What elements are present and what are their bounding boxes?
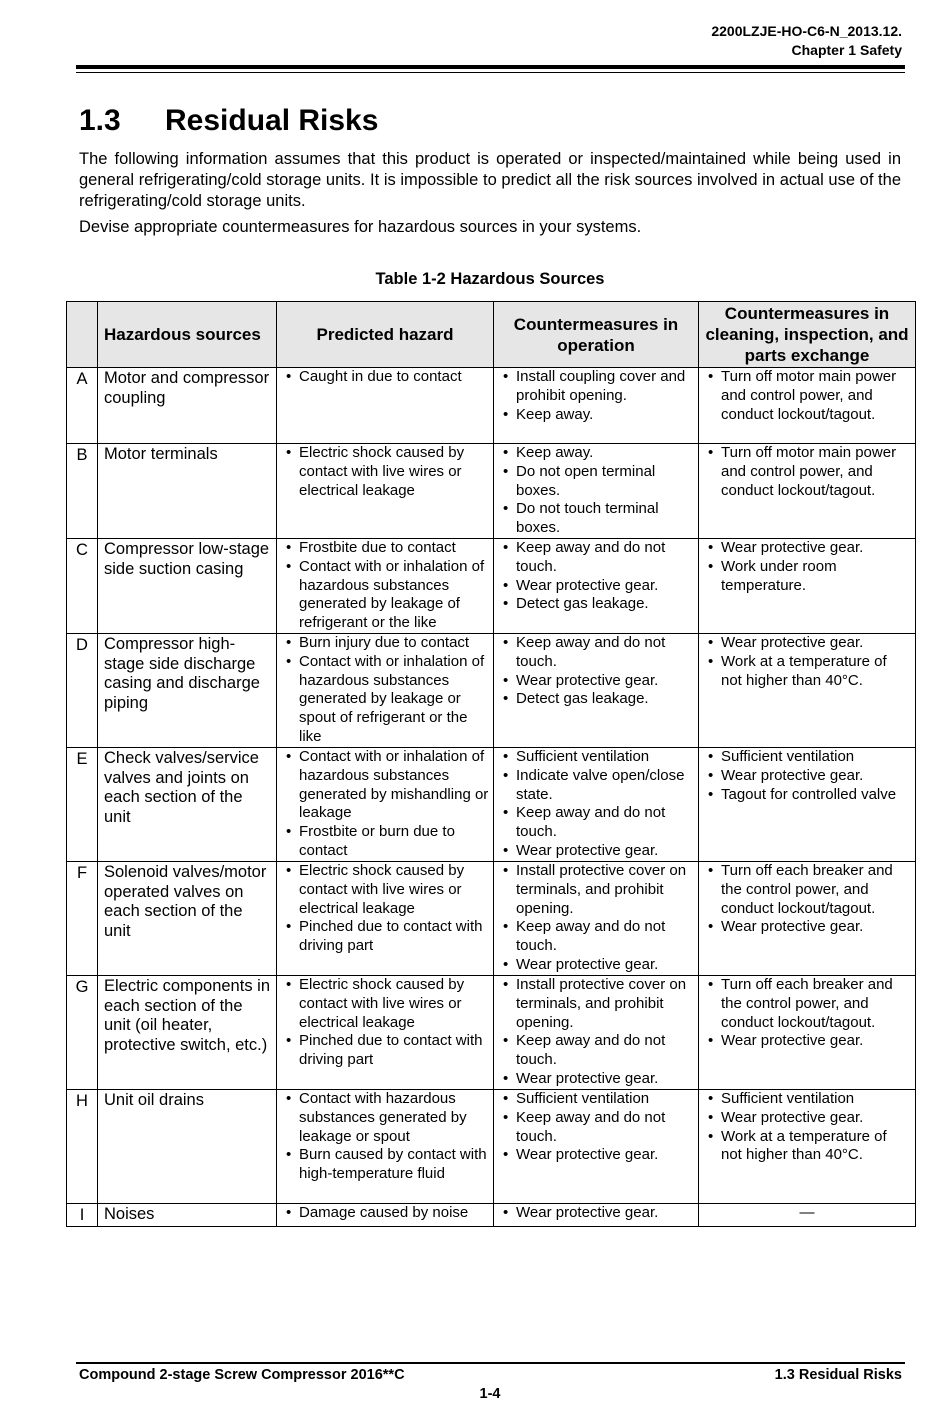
hazardous-source: Compressor low-stage side suction casing xyxy=(98,539,277,634)
bullet-item: • Keep away and do not touch. xyxy=(498,1109,694,1147)
bullet-item: • Install protective cover on terminals, and prohibit opening. xyxy=(498,976,694,1032)
bullet-item: • Frostbite due to contact xyxy=(281,539,489,558)
hazard-list xyxy=(281,862,489,956)
hazardous-source: Noises xyxy=(98,1204,277,1227)
bullet-item: • Sufficient ventilation xyxy=(498,1090,694,1109)
hazard-cell xyxy=(277,976,494,1090)
bullet-item: • Wear protective gear. xyxy=(498,577,694,596)
hazardous-source: Solenoid valves/motor operated valves on each section of the unit xyxy=(98,862,277,976)
operation-cell xyxy=(494,1204,699,1227)
hazard-list xyxy=(281,444,489,500)
operation-list xyxy=(498,539,694,614)
table-row xyxy=(67,976,916,1090)
hazard-list xyxy=(281,368,489,387)
bullet-item: • Contact with or inhalation of hazardous substances generated by mishandling or leakage xyxy=(281,748,489,823)
section-heading: Residual Risks xyxy=(165,104,379,137)
table-row xyxy=(67,748,916,862)
bullet-item: • Wear protective gear. xyxy=(703,918,911,937)
page-header xyxy=(711,22,902,60)
bullet-item: • Contact with hazardous substances generated by leakage or spout xyxy=(281,1090,489,1146)
page-number: 1-4 xyxy=(479,1386,501,1402)
maintenance-cell: — xyxy=(699,1204,916,1227)
operation-cell xyxy=(494,368,699,444)
operation-cell xyxy=(494,1090,699,1204)
doc-id: 2200LZJE-HO-C6-N_2013.12. xyxy=(711,23,902,39)
table-row xyxy=(67,862,916,976)
header-rule-thin xyxy=(76,72,905,73)
operation-list xyxy=(498,444,694,538)
bullet-item: • Burn caused by contact with high-temperature fluid xyxy=(281,1146,489,1184)
header-rule xyxy=(76,65,905,69)
bullet-item: • Pinched due to contact with driving part xyxy=(281,918,489,956)
section-title xyxy=(79,103,378,139)
operation-list xyxy=(498,368,694,424)
header-hazardous-sources: Hazardous sources xyxy=(98,302,277,368)
table-body xyxy=(67,368,916,1227)
bullet-item: • Caught in due to contact xyxy=(281,368,489,387)
bullet-item: • Keep away and do not touch. xyxy=(498,1032,694,1070)
bullet-item: • Keep away. xyxy=(498,444,694,463)
table-row xyxy=(67,368,916,444)
row-id: I xyxy=(67,1204,98,1227)
bullet-item: • Wear protective gear. xyxy=(498,1070,694,1089)
footer-section: 1.3 Residual Risks xyxy=(774,1367,902,1383)
maintenance-list xyxy=(703,444,911,500)
chapter-label: Chapter 1 Safety xyxy=(791,42,902,58)
hazardous-source: Unit oil drains xyxy=(98,1090,277,1204)
maintenance-list xyxy=(703,1090,911,1165)
bullet-item: • Wear protective gear. xyxy=(498,956,694,975)
hazard-cell xyxy=(277,862,494,976)
bullet-item: • Keep away and do not touch. xyxy=(498,918,694,956)
operation-cell xyxy=(494,862,699,976)
bullet-item: • Turn off each breaker and the control power, and conduct lockout/tagout. xyxy=(703,976,911,1032)
intro-paragraph-2: Devise appropriate countermeasures for hazardous sources in your systems. xyxy=(79,218,642,236)
row-id: C xyxy=(67,539,98,634)
hazard-table xyxy=(66,301,916,1227)
bullet-item: • Wear protective gear. xyxy=(498,672,694,691)
bullet-item: • Electric shock caused by contact with live wires or electrical leakage xyxy=(281,862,489,918)
table-row xyxy=(67,444,916,539)
bullet-item: • Tagout for controlled valve xyxy=(703,786,911,805)
row-id: D xyxy=(67,634,98,748)
header-predicted-hazard: Predicted hazard xyxy=(277,302,494,368)
bullet-item: • Wear protective gear. xyxy=(498,842,694,861)
operation-cell xyxy=(494,634,699,748)
hazard-cell xyxy=(277,1204,494,1227)
header-countermeasures-maintenance: Countermeasures in cleaning, inspection, and parts exchange xyxy=(699,302,916,368)
maintenance-cell xyxy=(699,1090,916,1204)
header-id xyxy=(67,302,98,368)
row-id: F xyxy=(67,862,98,976)
hazard-cell xyxy=(277,748,494,862)
bullet-item: • Do not open terminal boxes. xyxy=(498,463,694,501)
bullet-item: • Wear protective gear. xyxy=(498,1146,694,1165)
hazard-list xyxy=(281,976,489,1070)
operation-list xyxy=(498,634,694,709)
bullet-item: • Sufficient ventilation xyxy=(703,748,911,767)
maintenance-cell xyxy=(699,976,916,1090)
row-id: H xyxy=(67,1090,98,1204)
bullet-item: • Damage caused by noise xyxy=(281,1204,489,1223)
hazard-list xyxy=(281,1090,489,1184)
intro-paragraph: The following information assumes that this product is operated or inspected/maintained while being used in general refrigerating/cold storage units. It is impossible to predict all the risk sources involved in actual use of the refrigerating/cold storage units. xyxy=(79,150,901,210)
bullet-item: • Install coupling cover and prohibit opening. xyxy=(498,368,694,406)
bullet-item: • Work at a temperature of not higher than 40°C. xyxy=(703,1128,911,1166)
footer-rule xyxy=(76,1362,905,1364)
bullet-item: • Keep away and do not touch. xyxy=(498,634,694,672)
bullet-item: • Sufficient ventilation xyxy=(498,748,694,767)
row-id: B xyxy=(67,444,98,539)
maintenance-list xyxy=(703,748,911,804)
footer-product: Compound 2-stage Screw Compressor 2016**C xyxy=(79,1367,405,1383)
hazard-cell xyxy=(277,539,494,634)
header-countermeasures-operation: Countermeasures in operation xyxy=(494,302,699,368)
maintenance-list xyxy=(703,976,911,1051)
maintenance-cell xyxy=(699,444,916,539)
bullet-item: • Detect gas leakage. xyxy=(498,595,694,614)
hazardous-source: Motor and compressor coupling xyxy=(98,368,277,444)
maintenance-list xyxy=(703,862,911,937)
maintenance-list xyxy=(703,634,911,690)
maintenance-cell xyxy=(699,862,916,976)
bullet-item: • Install protective cover on terminals, and prohibit opening. xyxy=(498,862,694,918)
operation-list xyxy=(498,1204,694,1223)
hazardous-source: Check valves/service valves and joints on each section of the unit xyxy=(98,748,277,862)
bullet-item: • Detect gas leakage. xyxy=(498,690,694,709)
hazardous-source: Motor terminals xyxy=(98,444,277,539)
operation-list xyxy=(498,1090,694,1165)
bullet-item: • Frostbite or burn due to contact xyxy=(281,823,489,861)
bullet-item: • Turn off each breaker and the control power, and conduct lockout/tagout. xyxy=(703,862,911,918)
bullet-item: • Work under room temperature. xyxy=(703,558,911,596)
bullet-item: • Contact with or inhalation of hazardous substances generated by leakage of refrigerant or the like xyxy=(281,558,489,633)
section-number: 1.3 xyxy=(79,104,121,137)
bullet-item: • Wear protective gear. xyxy=(703,634,911,653)
operation-cell xyxy=(494,444,699,539)
table-row xyxy=(67,634,916,748)
hazardous-source: Compressor high-stage side discharge casing and discharge piping xyxy=(98,634,277,748)
operation-list xyxy=(498,748,694,861)
bullet-item: • Wear protective gear. xyxy=(498,1204,694,1223)
maintenance-cell xyxy=(699,368,916,444)
bullet-item: • Electric shock caused by contact with live wires or electrical leakage xyxy=(281,444,489,500)
table-caption: Table 1-2 Hazardous Sources xyxy=(375,270,605,288)
maintenance-cell xyxy=(699,748,916,862)
table-row xyxy=(67,1090,916,1204)
hazard-list xyxy=(281,748,489,861)
maintenance-list xyxy=(703,368,911,424)
bullet-item: • Indicate valve open/close state. xyxy=(498,767,694,805)
hazard-cell xyxy=(277,1090,494,1204)
bullet-item: • Keep away and do not touch. xyxy=(498,539,694,577)
operation-cell xyxy=(494,976,699,1090)
row-id: A xyxy=(67,368,98,444)
table-header-row xyxy=(67,302,916,368)
bullet-item: • Keep away and do not touch. xyxy=(498,804,694,842)
hazard-cell xyxy=(277,444,494,539)
bullet-item: • Wear protective gear. xyxy=(703,539,911,558)
operation-list xyxy=(498,976,694,1089)
bullet-item: • Pinched due to contact with driving part xyxy=(281,1032,489,1070)
bullet-item: • Wear protective gear. xyxy=(703,1032,911,1051)
bullet-item: • Do not touch terminal boxes. xyxy=(498,500,694,538)
bullet-item: • Keep away. xyxy=(498,406,694,425)
hazard-list xyxy=(281,634,489,747)
maintenance-list xyxy=(703,539,911,595)
maintenance-cell xyxy=(699,634,916,748)
bullet-item: • Turn off motor main power and control power, and conduct lockout/tagout. xyxy=(703,368,911,424)
maintenance-cell xyxy=(699,539,916,634)
table-row xyxy=(67,1204,916,1227)
bullet-item: • Contact with or inhalation of hazardous substances generated by leakage or spout of refrigerant or the like xyxy=(281,653,489,747)
bullet-item: • Burn injury due to contact xyxy=(281,634,489,653)
row-id: G xyxy=(67,976,98,1090)
hazard-cell xyxy=(277,634,494,748)
operation-list xyxy=(498,862,694,975)
bullet-item: • Electric shock caused by contact with live wires or electrical leakage xyxy=(281,976,489,1032)
hazard-list xyxy=(281,1204,489,1223)
operation-cell xyxy=(494,748,699,862)
row-id: E xyxy=(67,748,98,862)
operation-cell xyxy=(494,539,699,634)
hazard-list xyxy=(281,539,489,633)
bullet-item: • Turn off motor main power and control power, and conduct lockout/tagout. xyxy=(703,444,911,500)
bullet-item: • Wear protective gear. xyxy=(703,767,911,786)
table-row xyxy=(67,539,916,634)
bullet-item: • Work at a temperature of not higher than 40°C. xyxy=(703,653,911,691)
hazardous-source: Electric components in each section of the unit (oil heater, protective switch, etc.) xyxy=(98,976,277,1090)
hazard-cell xyxy=(277,368,494,444)
bullet-item: • Sufficient ventilation xyxy=(703,1090,911,1109)
bullet-item: • Wear protective gear. xyxy=(703,1109,911,1128)
